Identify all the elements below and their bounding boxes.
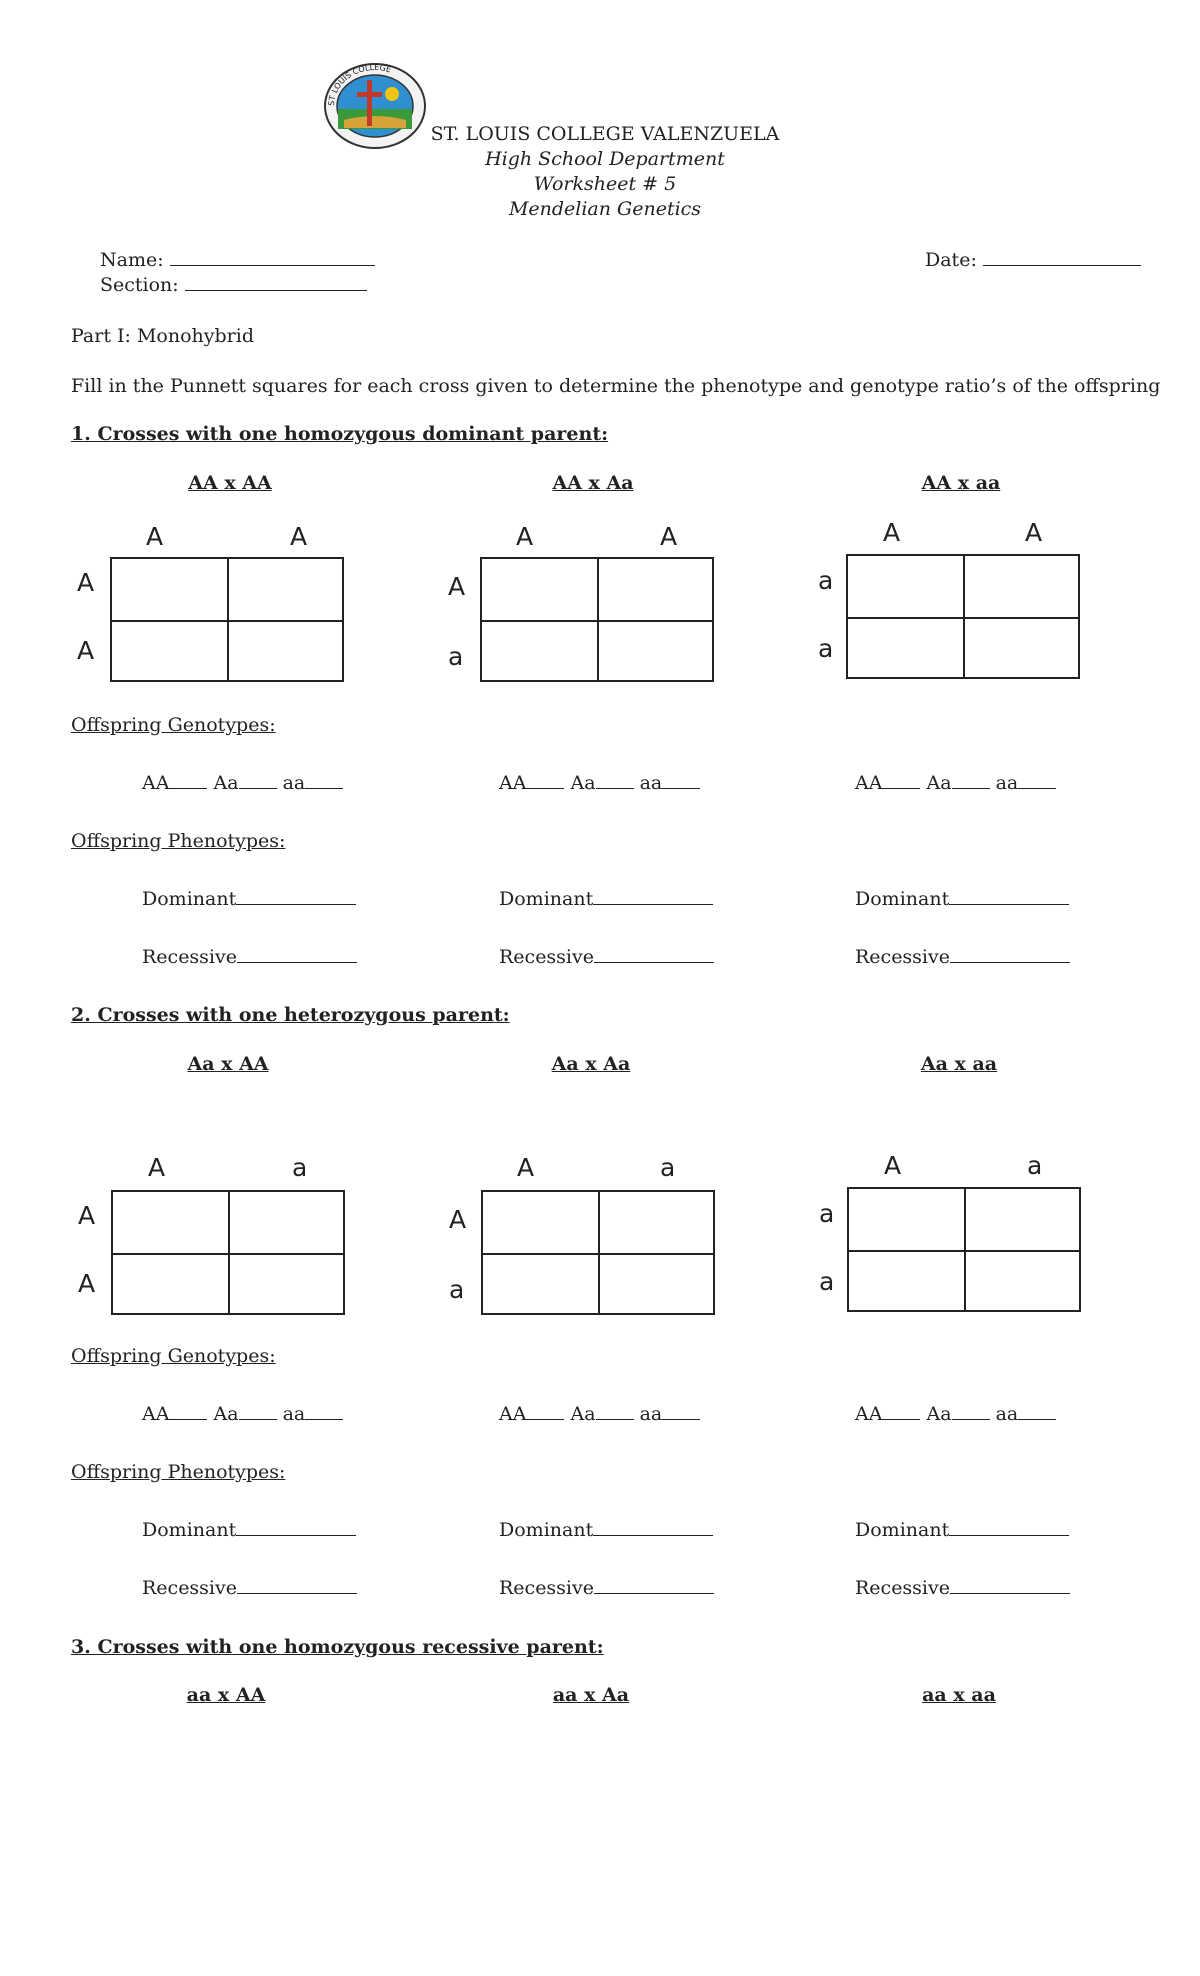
worksheet-topic: Mendelian Genetics — [508, 198, 702, 220]
phenotype-recessive — [142, 946, 357, 968]
allele-side: A — [448, 572, 466, 601]
genotype-aa-label: aa — [639, 1403, 663, 1425]
genotype-Aa-blank[interactable] — [952, 772, 990, 789]
date-blank[interactable] — [983, 249, 1141, 266]
date-field[interactable] — [925, 249, 1141, 271]
cross-label: aa x AA — [186, 1684, 266, 1706]
genotype-AA-blank[interactable] — [169, 1403, 207, 1420]
dominant-blank[interactable] — [593, 1519, 713, 1536]
genotype-row — [142, 1403, 343, 1425]
name-blank[interactable] — [170, 249, 375, 266]
recessive-label: Recessive — [499, 1577, 594, 1599]
allele-top: A — [1025, 518, 1043, 547]
genotype-AA-blank[interactable] — [526, 772, 564, 789]
dominant-blank[interactable] — [949, 1519, 1069, 1536]
phenotype-recessive — [855, 1577, 1070, 1599]
cross-label: aa x aa — [922, 1684, 996, 1706]
section-2-title: 2. Crosses with one heterozygous parent: — [71, 1004, 510, 1026]
worksheet-number: Worksheet # 5 — [533, 173, 677, 195]
allele-side: a — [819, 1267, 835, 1296]
genotype-aa-blank[interactable] — [305, 772, 343, 789]
phenotype-dominant — [499, 1519, 713, 1541]
genotype-AA-blank[interactable] — [882, 772, 920, 789]
allele-top: a — [660, 1153, 676, 1182]
genotype-aa-blank[interactable] — [305, 1403, 343, 1420]
allele-top: A — [146, 522, 164, 551]
date-label: Date: — [925, 249, 977, 271]
allele-top: A — [517, 1153, 535, 1182]
allele-top: a — [1027, 1151, 1043, 1180]
dominant-blank[interactable] — [236, 888, 356, 905]
genotype-aa-label: aa — [282, 772, 306, 794]
genotype-AA-label: AA — [855, 772, 883, 794]
genotypes-heading: Offspring Genotypes: — [71, 1345, 276, 1367]
cross-label: aa x Aa — [552, 1684, 630, 1706]
section-blank[interactable] — [185, 274, 367, 291]
allele-side: A — [449, 1205, 467, 1234]
genotype-AA-blank[interactable] — [882, 1403, 920, 1420]
genotype-row — [855, 772, 1056, 794]
dominant-label: Dominant — [142, 888, 237, 910]
cross-label: Aa x Aa — [551, 1053, 631, 1075]
genotype-row — [499, 772, 700, 794]
phenotype-recessive — [499, 946, 714, 968]
genotype-AA-label: AA — [142, 772, 170, 794]
genotype-row — [855, 1403, 1056, 1425]
genotype-aa-blank[interactable] — [1018, 772, 1056, 789]
allele-side: a — [818, 566, 834, 595]
allele-side: a — [819, 1199, 835, 1228]
section-3-title: 3. Crosses with one homozygous recessive parent: — [71, 1636, 604, 1658]
recessive-label: Recessive — [499, 946, 594, 968]
genotype-Aa-label: Aa — [213, 772, 239, 794]
genotype-aa-label: aa — [995, 772, 1019, 794]
cross-label: AA x Aa — [552, 472, 634, 494]
phenotype-recessive — [499, 1577, 714, 1599]
section-label: Section: — [100, 274, 179, 296]
phenotype-dominant — [855, 1519, 1069, 1541]
genotype-Aa-blank[interactable] — [596, 1403, 634, 1420]
punnett-grid[interactable] — [847, 1187, 1081, 1312]
allele-top: A — [883, 518, 901, 547]
cross-label: AA x AA — [188, 472, 272, 494]
genotype-aa-blank[interactable] — [662, 1403, 700, 1420]
genotype-AA-blank[interactable] — [526, 1403, 564, 1420]
genotype-AA-label: AA — [499, 772, 527, 794]
name-field[interactable] — [100, 249, 375, 271]
genotype-aa-blank[interactable] — [1018, 1403, 1056, 1420]
punnett-grid[interactable] — [110, 557, 344, 682]
dominant-blank[interactable] — [593, 888, 713, 905]
allele-side: A — [78, 1269, 96, 1298]
allele-top: a — [292, 1153, 308, 1182]
recessive-blank[interactable] — [237, 1577, 357, 1594]
section-field[interactable] — [100, 274, 367, 296]
genotypes-heading: Offspring Genotypes: — [71, 714, 276, 736]
cross-label: AA x aa — [921, 472, 1001, 494]
allele-top: A — [516, 522, 534, 551]
allele-side: A — [77, 568, 95, 597]
genotype-row — [499, 1403, 700, 1425]
genotype-AA-label: AA — [142, 1403, 170, 1425]
genotype-AA-blank[interactable] — [169, 772, 207, 789]
genotype-Aa-blank[interactable] — [239, 772, 277, 789]
department-name: High School Department — [485, 148, 725, 170]
phenotypes-heading: Offspring Phenotypes: — [71, 1461, 286, 1483]
genotype-Aa-blank[interactable] — [239, 1403, 277, 1420]
recessive-label: Recessive — [855, 946, 950, 968]
phenotype-dominant — [499, 888, 713, 910]
recessive-label: Recessive — [855, 1577, 950, 1599]
allele-side: a — [818, 634, 834, 663]
allele-side: a — [448, 642, 464, 671]
genotype-Aa-label: Aa — [570, 1403, 596, 1425]
genotype-aa-label: aa — [995, 1403, 1019, 1425]
allele-top: A — [290, 522, 308, 551]
part-title: Part I: Monohybrid — [71, 325, 254, 347]
punnett-grid[interactable] — [481, 1190, 715, 1315]
recessive-blank[interactable] — [594, 1577, 714, 1594]
punnett-grid[interactable] — [480, 557, 714, 682]
allele-side: A — [78, 1201, 96, 1230]
cross-label: Aa x AA — [187, 1053, 269, 1075]
recessive-blank[interactable] — [594, 946, 714, 963]
dominant-label: Dominant — [142, 1519, 237, 1541]
dominant-blank[interactable] — [949, 888, 1069, 905]
phenotype-dominant — [142, 888, 356, 910]
phenotype-recessive — [855, 946, 1070, 968]
phenotype-dominant — [855, 888, 1069, 910]
dominant-label: Dominant — [855, 888, 950, 910]
school-name: ST. LOUIS COLLEGE VALENZUELA — [430, 123, 780, 145]
phenotype-recessive — [142, 1577, 357, 1599]
allele-top: A — [660, 522, 678, 551]
allele-side: A — [77, 636, 95, 665]
allele-top: A — [884, 1151, 902, 1180]
recessive-blank[interactable] — [237, 946, 357, 963]
allele-side: a — [449, 1275, 465, 1304]
genotype-Aa-blank[interactable] — [596, 772, 634, 789]
genotype-AA-label: AA — [855, 1403, 883, 1425]
allele-top: A — [148, 1153, 166, 1182]
genotype-aa-label: aa — [282, 1403, 306, 1425]
dominant-blank[interactable] — [236, 1519, 356, 1536]
genotype-Aa-label: Aa — [926, 772, 952, 794]
dominant-label: Dominant — [499, 1519, 594, 1541]
recessive-blank[interactable] — [950, 1577, 1070, 1594]
section-1-title: 1. Crosses with one homozygous dominant parent: — [71, 423, 609, 445]
seal-lettering: ST LOUIS COLLEGE — [326, 62, 393, 107]
genotype-Aa-label: Aa — [926, 1403, 952, 1425]
dominant-label: Dominant — [499, 888, 594, 910]
recessive-blank[interactable] — [950, 946, 1070, 963]
punnett-grid[interactable] — [111, 1190, 345, 1315]
recessive-label: Recessive — [142, 1577, 237, 1599]
genotype-row — [142, 772, 343, 794]
punnett-grid[interactable] — [846, 554, 1080, 679]
genotype-aa-blank[interactable] — [662, 772, 700, 789]
genotype-Aa-blank[interactable] — [952, 1403, 990, 1420]
dominant-label: Dominant — [855, 1519, 950, 1541]
instructions: Fill in the Punnett squares for each cross given to determine the phenotype and genotype ratio’s of the offspring — [71, 375, 1161, 397]
genotype-Aa-label: Aa — [570, 772, 596, 794]
phenotypes-heading: Offspring Phenotypes: — [71, 830, 286, 852]
genotype-aa-label: aa — [639, 772, 663, 794]
recessive-label: Recessive — [142, 946, 237, 968]
phenotype-dominant — [142, 1519, 356, 1541]
genotype-Aa-label: Aa — [213, 1403, 239, 1425]
cross-label: Aa x aa — [920, 1053, 998, 1075]
name-label: Name: — [100, 249, 164, 271]
genotype-AA-label: AA — [499, 1403, 527, 1425]
